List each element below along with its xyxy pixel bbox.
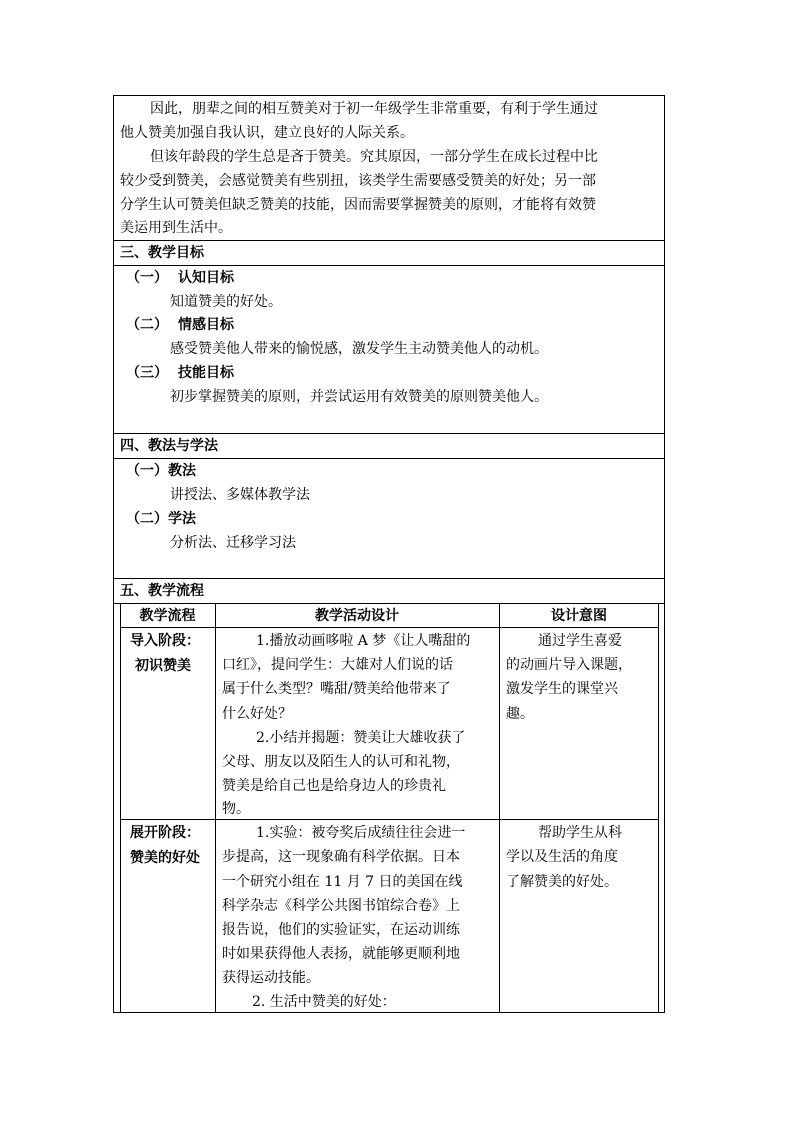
section-heading: 五、教学流程 <box>120 583 204 599</box>
table-header-intent: 设计意图 <box>551 608 607 624</box>
stage-label: 导入阶段： <box>130 633 200 649</box>
activity-line: 步提高，这一现象确有科学依据。日本 <box>222 849 460 865</box>
goal-name: 技能目标 <box>178 365 234 381</box>
goal-number: （一） <box>126 270 168 286</box>
stage-label: 展开阶段： <box>130 825 200 841</box>
table-header-activity: 教学活动设计 <box>315 608 399 624</box>
column-divider <box>499 603 500 1013</box>
section-heading: 四、教法与学法 <box>120 438 218 454</box>
column-divider <box>215 603 216 1013</box>
intent-line: 激发学生的课堂兴 <box>506 681 618 697</box>
intent-line: 趣。 <box>506 706 534 722</box>
goal-number: （三） <box>126 365 168 381</box>
intent-line: 了解赞美的好处。 <box>506 874 618 890</box>
table-header-stage: 教学流程 <box>139 608 196 624</box>
stage-label: 初识赞美 <box>135 658 191 674</box>
goal-name: 情感目标 <box>178 317 234 333</box>
intro-line: 因此，朋辈之间的相互赞美对于初一年级学生非常重要，有利于学生通过 <box>150 101 598 117</box>
activity-line: 2. 生活中赞美的好处： <box>252 994 396 1010</box>
activity-line: 赞美是给自己也是给身边人的珍贵礼 <box>222 778 446 794</box>
activity-line: 1.实验：被夸奖后成绩往往会进一 <box>256 825 466 841</box>
activity-line: 父母、朋友以及陌生人的认可和礼物， <box>222 754 460 770</box>
goal-number: （二） <box>126 317 168 333</box>
activity-line: 什么好处？ <box>222 706 292 722</box>
method-heading: （一）教法 <box>126 463 196 479</box>
activity-line: 口红》，提问学生：大雄对人们说的话 <box>222 657 453 673</box>
activity-line: 获得运动技能。 <box>222 970 320 986</box>
method-description: 分析法、迁移学习法 <box>170 535 296 551</box>
intro-line: 美运用到生活中。 <box>120 220 232 236</box>
intent-line: 通过学生喜爱 <box>538 633 622 649</box>
goal-name: 认知目标 <box>178 270 234 286</box>
intent-line: 的动画片导入课题， <box>506 657 632 673</box>
intent-line: 学以及生活的角度 <box>506 849 618 865</box>
row-divider <box>120 819 659 820</box>
activity-line: 报告说，他们的实验证实，在运动训练 <box>222 922 460 938</box>
activity-line: 时如果获得他人表扬，就能够更顺利地 <box>222 946 460 962</box>
activity-line: 一个研究小组在 11 月 7 日的美国在线 <box>222 874 463 890</box>
intent-line: 帮助学生从科 <box>538 825 622 841</box>
goal-description: 知道赞美的好处。 <box>170 294 282 310</box>
goal-description: 感受赞美他人带来的愉悦感，激发学生主动赞美他人的动机。 <box>170 341 548 357</box>
activity-line: 科学杂志《科学公共图书馆综合卷》上 <box>222 898 460 914</box>
intro-line: 他人赞美加强自我认识，建立良好的人际关系。 <box>120 125 414 141</box>
goal-description: 初步掌握赞美的原则，并尝试运用有效赞美的原则赞美他人。 <box>170 389 548 405</box>
method-heading: （二）学法 <box>126 511 196 527</box>
activity-line: 属于什么类型？嘴甜/赞美给他带来了 <box>222 681 451 697</box>
stage-label: 赞美的好处 <box>130 850 200 866</box>
activity-line: 物。 <box>222 801 250 817</box>
section-heading: 三、教学目标 <box>120 245 204 261</box>
method-description: 讲授法、多媒体教学法 <box>170 487 310 503</box>
intro-line: 但该年龄段的学生总是吝于赞美。究其原因，一部分学生在成长过程中比 <box>150 149 598 165</box>
intro-line: 分学生认可赞美但缺乏赞美的技能，因而需要掌握赞美的原则，才能将有效赞 <box>120 197 596 213</box>
intro-line: 较少受到赞美，会感觉赞美有些别扭，该类学生需要感受赞美的好处；另一部 <box>120 173 596 189</box>
activity-line: 1.播放动画哆啦 A 梦《让人嘴甜的 <box>256 633 471 649</box>
activity-line: 2.小结并揭题：赞美让大雄收获了 <box>256 730 466 746</box>
